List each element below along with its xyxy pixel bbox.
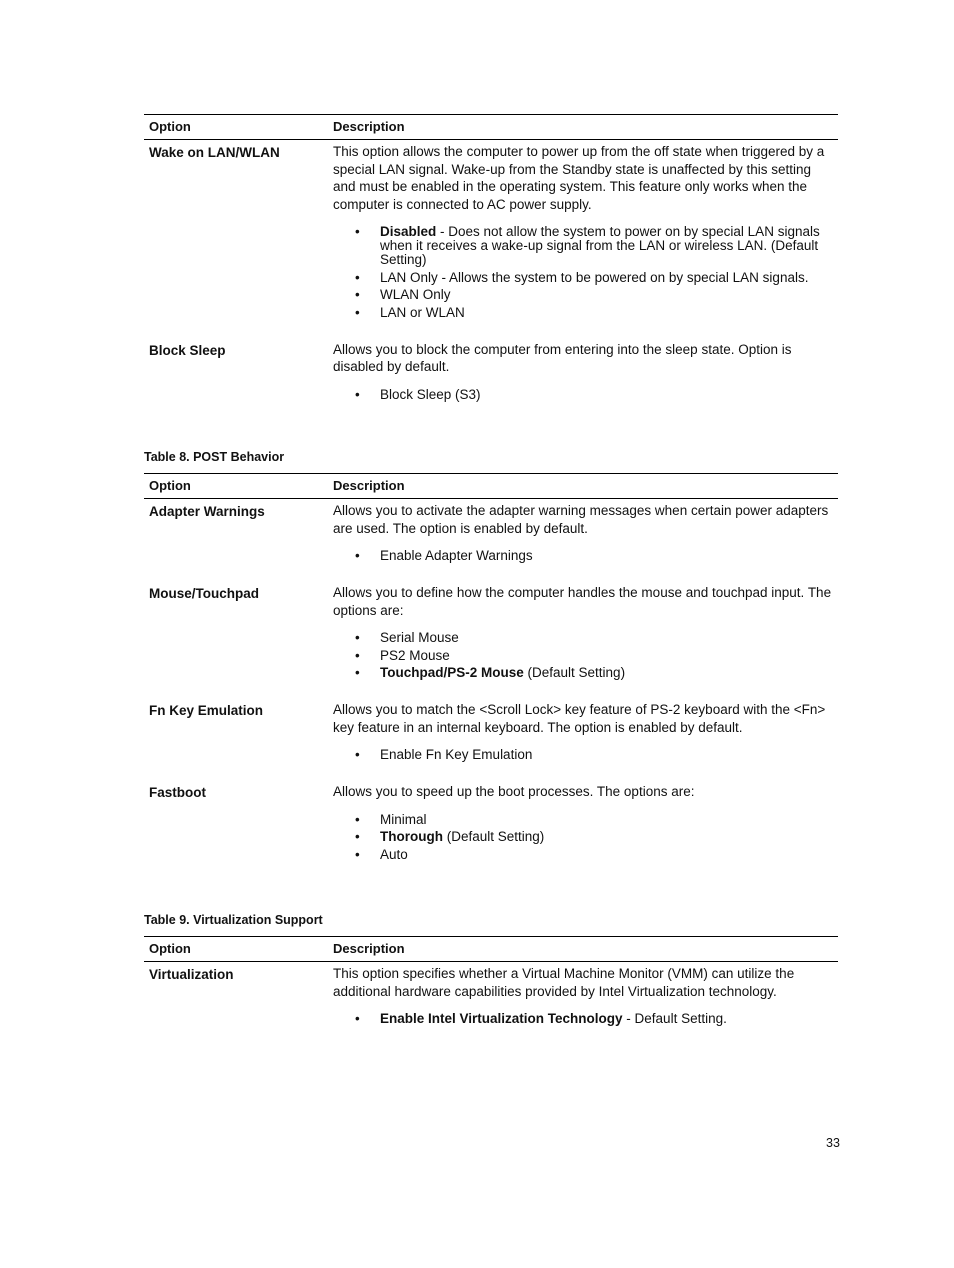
table-header	[144, 114, 838, 140]
header-description: Description	[333, 478, 405, 494]
table-row	[144, 780, 838, 880]
option-choices	[333, 225, 832, 320]
option-name: Fastboot	[149, 785, 206, 800]
option-name: Wake on LAN/WLAN	[149, 145, 280, 160]
option-choices	[333, 813, 832, 862]
table-row	[144, 338, 838, 420]
page-number: 33	[826, 1136, 840, 1150]
option-choices	[333, 1012, 832, 1026]
table-caption: Table 9. Virtualization Support	[144, 913, 323, 927]
list-item: • WLAN Only	[355, 287, 451, 302]
option-description: This option specifies whether a Virtual Machine Monitor (VMM) can utilize the additional hardware capabilities provided by Intel Virtualization technology.	[333, 966, 795, 999]
list-item: • LAN or WLAN	[355, 304, 465, 320]
option-name: Block Sleep	[149, 342, 226, 358]
table-row	[144, 581, 838, 698]
list-item: • Touchpad/PS-2 Mouse (Default Setting)	[355, 665, 626, 680]
list-item: • LAN Only - Allows the system to be powered on by special LAN signals.	[355, 269, 809, 285]
virtualization-table	[144, 936, 838, 1044]
option-description: Allows you to speed up the boot processes. The options are:	[333, 784, 695, 799]
table-header	[144, 473, 838, 499]
table-row	[144, 499, 838, 581]
option-description: Allows you to match the <Scroll Lock> key feature of PS-2 keyboard with the <Fn> key feature in an internal keyboard. The option is enabled by default.	[333, 702, 826, 735]
option-name: Mouse/Touchpad	[149, 586, 259, 601]
power-options-table	[144, 114, 838, 420]
option-description: This option allows the computer to power up from the off state when triggered by a special LAN signal. Wake-up from the Standby state is unaffected by this setting and must be enabled in the operating system. This feature only works when the computer is connected to AC power supply.	[333, 144, 825, 212]
list-item: • Disabled - Does not allow the system to power on by special LAN signals when it receives a wake-up signal from the LAN or wireless LAN. (Default Setting)	[355, 224, 820, 267]
header-description: Description	[333, 941, 405, 957]
option-description: Allows you to activate the adapter warning messages when certain power adapters are used. The option is enabled by default.	[333, 503, 829, 536]
option-description: Allows you to define how the computer handles the mouse and touchpad input. The options are:	[333, 585, 832, 618]
table-row	[144, 698, 838, 780]
list-item: • Block Sleep (S3)	[355, 386, 481, 402]
table-row	[144, 962, 838, 1044]
list-item: • Enable Adapter Warnings	[355, 548, 533, 563]
option-choices	[333, 549, 832, 563]
list-item: • Thorough (Default Setting)	[355, 829, 545, 844]
table-row	[144, 140, 838, 338]
list-item: • PS2 Mouse	[355, 647, 450, 663]
table-header	[144, 936, 838, 962]
option-name: Virtualization	[149, 967, 234, 982]
list-item: • Auto	[355, 846, 408, 862]
list-item: • Minimal	[355, 811, 427, 827]
post-behavior-table	[144, 473, 838, 880]
option-name: Fn Key Emulation	[149, 703, 264, 718]
header-option: Option	[149, 478, 191, 494]
table-caption: Table 8. POST Behavior	[144, 450, 285, 464]
option-description: Allows you to block the computer from entering into the sleep state. Option is disabled by default.	[333, 341, 792, 374]
header-option: Option	[149, 119, 191, 135]
option-choices	[333, 748, 832, 762]
header-description: Description	[333, 119, 405, 135]
option-name: Adapter Warnings	[149, 504, 265, 519]
option-choices	[333, 631, 832, 680]
list-item: • Serial Mouse	[355, 630, 459, 645]
list-item: • Enable Intel Virtualization Technology - Default Setting.	[355, 1011, 727, 1026]
option-choices	[333, 388, 832, 402]
header-option: Option	[149, 941, 191, 957]
list-item: • Enable Fn Key Emulation	[355, 747, 533, 762]
